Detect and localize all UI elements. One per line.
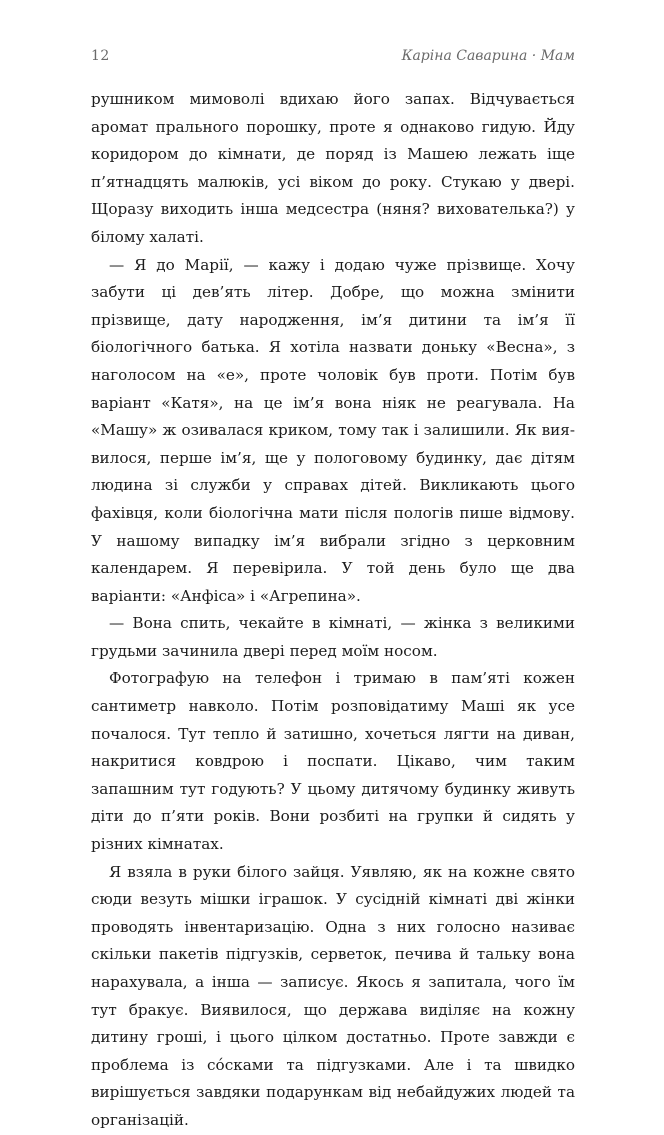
paragraph-photographing: Фотографую на телефон і тримаю в пам’яті кожен сантиметр навколо. Потім розповідатиму Маші як усе почалося. Тут тепло й затишно, хочеться лягти на диван, накритися ковдрою і поспати. Цікаво, чим таким запашним тут годують? У цьому дитячому будинку живуть діти до п’яти років. Вони розбиті на групки й сидять у різних кімнатах. [91,669,575,854]
running-title: Каріна Саварина · Мам [401,48,575,64]
paragraph-dialogue-2: — Вона спить, чекайте в кімнаті, — жінка з великими грудьми зачинила двері перед моїм носом. [91,614,575,660]
running-header [91,48,575,72]
paragraph-dialogue-1: — Я до Марії, — кажу і додаю чуже прізвище. Хочу забути ці дев’ять літер. Добре, що можна змінити прізвище, дату народження, ім’я дитини та ім’я її біологічного батька. Я хотіла назвати доньку «Весна», з наголосом на «е», проте чоловік був проти. Потім був варіант «Катя», на це ім’я вона ніяк не реагувала. На «Машу» ж озивалася криком, тому так і залишили. Як виявилося, перше ім’я, ще у пологовому будинку, дає дітям людина зі служби у справах дітей. Викликають цього фахівця, коли біологічна мати після пологів пише відмову. У нашому випадку ім’я вибрали згідно з церковним календарем. Я перевірила. У той день було ще два варіанти: «Анфіса» і «Агрепина». [91,255,575,605]
page-number: 12 [91,48,110,64]
body-text [91,86,575,1135]
paragraph-continued: рушником мимоволі вдихаю його запах. Відчувається аромат прального порошку, проте я однаково гидую. Йду коридором до кімнати, де поряд із Машею лежать іще п’ятнадцять малюків, усі віком до року. Стукаю у двері. Щоразу виходить інша медсестра (няня? вихователька?) у білому халаті. [91,90,575,246]
paragraph-white-rabbit: Я взяла в руки білого зайця. Уявляю, як на кожне свято сюди везуть мішки іграшок. У сусідній кімнаті дві жінки проводять інвентаризацію. Одна з них голосно називає скільки пакетів підгузків, серветок, печива й тальку вона нарахувала, а інша — записує. Якось я запитала, чого їм тут бракує. Виявилося, що держава виділяє на кожну дитину гроші, і цього цілком достатньо. Проте завжди є проблема із сóсками та підгузками. Але і та швидко вирішується завдяки подарункам від небайдужих людей та організацій. [91,862,575,1129]
